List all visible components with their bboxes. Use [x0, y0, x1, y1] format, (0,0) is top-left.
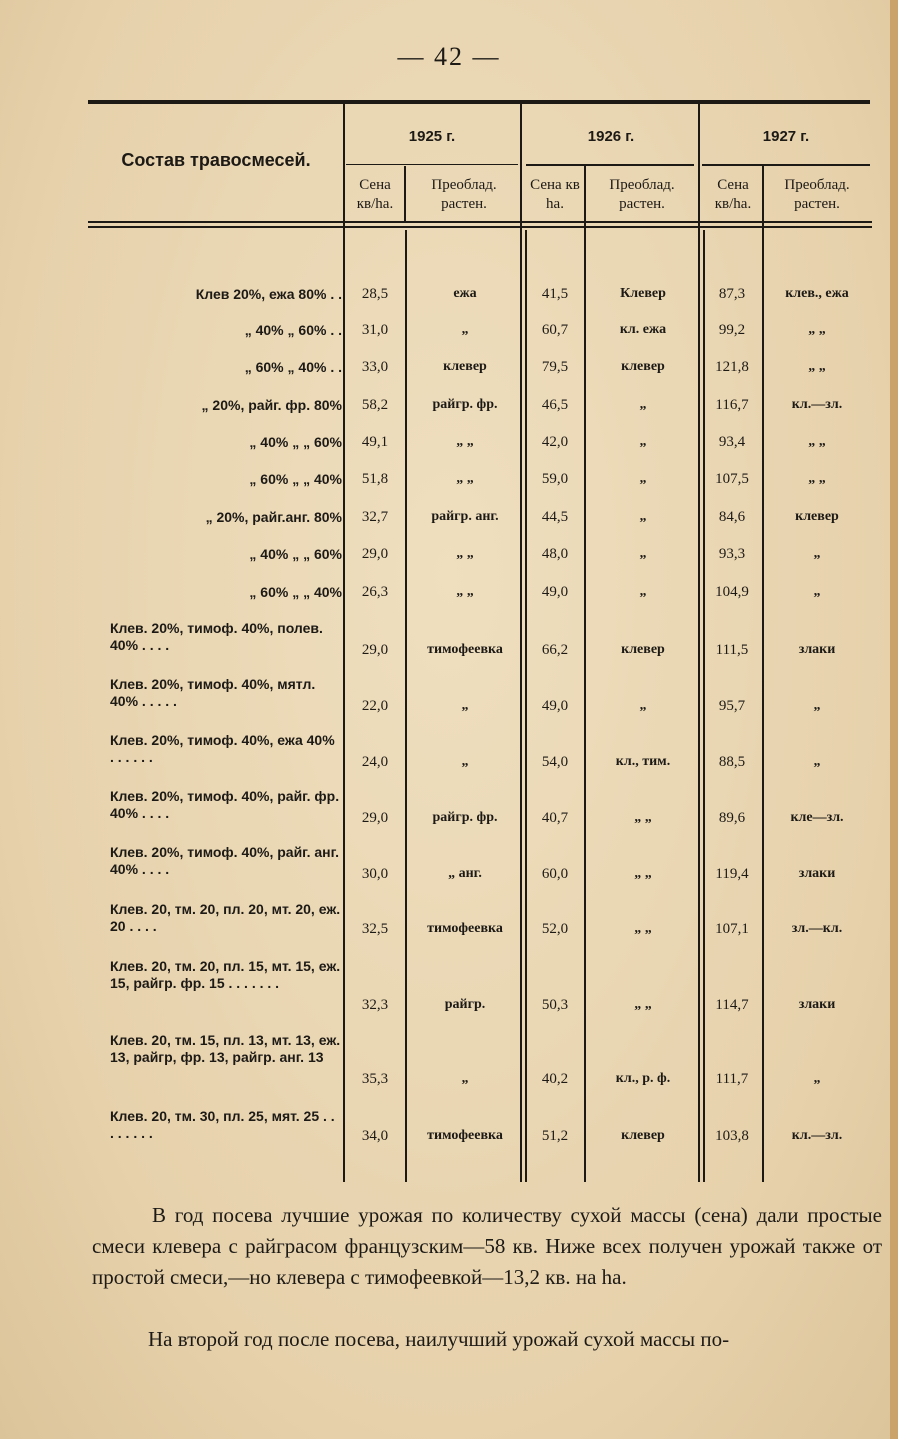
- plant-1927: злаки: [798, 997, 836, 1012]
- plant-1926: кл. ежа: [619, 322, 667, 337]
- plant-1926: „: [639, 546, 647, 561]
- hay-1927: 104,9: [715, 584, 749, 600]
- hay-1926: 54,0: [541, 754, 569, 770]
- plant-1927: кле—зл.: [790, 810, 844, 825]
- plant-1925: „ „: [456, 434, 474, 449]
- hay-1926: 44,5: [541, 509, 569, 525]
- hay-1927: 88,5: [718, 754, 746, 770]
- plant-1926: „: [639, 434, 647, 449]
- hay-1925: 32,5: [361, 921, 389, 937]
- mixture-label: Клев. 20, тм. 30, пл. 25, мят. 25 . . . . . . . .: [110, 1108, 335, 1141]
- year-1927: 1927 г.: [762, 128, 810, 145]
- plant-1926: „ „: [634, 866, 652, 881]
- hay-1925: 30,0: [361, 866, 389, 882]
- hay-1927: 95,7: [718, 698, 746, 714]
- plant-1926: „ „: [634, 997, 652, 1012]
- mixture-label: „ 40% „ „ 60%: [249, 434, 342, 450]
- subheader-hay-1927: Сена кв/hа.: [714, 177, 752, 212]
- plant-1925: райгр. фр.: [432, 397, 498, 412]
- mixture-label: „ 60% „ 40% . .: [244, 359, 342, 375]
- hay-1926: 59,0: [541, 471, 569, 487]
- hay-1925: 33,0: [361, 359, 389, 375]
- plant-1927: клевер: [795, 509, 839, 524]
- hay-1927: 121,8: [715, 359, 749, 375]
- subheader-hay-1926: Сена кв hа.: [530, 177, 580, 212]
- mixture-label: Клев 20%, ежа 80% . .: [195, 286, 342, 302]
- body-paragraph: В год посева лучшие урожая по количеству сухой массы (сена) дали простые смеси клевера с райграсом французским—58 кв. Ниже всех получен урожай также от простой смеси,—но клевера с тимофеевкой—13,2 кв. на hа.: [92, 1203, 882, 1289]
- mixture-label: „ 40% „ „ 60%: [249, 546, 342, 562]
- mixture-label: Клев. 20%, тимоф. 40%, райг. фр. 40% . . . .: [110, 788, 340, 821]
- body-paragraph: На второй год после посева, наилучший урожай сухой массы по-: [148, 1327, 730, 1351]
- header-bottom-rule: [88, 221, 872, 223]
- plant-1926: кл., тим.: [615, 754, 671, 769]
- subheader-plant-1926: Преоблад. растен.: [609, 177, 675, 212]
- plant-1925: „ „: [456, 584, 474, 599]
- hay-1926: 52,0: [541, 921, 569, 937]
- col-line: [343, 104, 345, 1182]
- hay-1926: 48,0: [541, 546, 569, 562]
- hay-1927: 111,5: [715, 642, 749, 658]
- hay-1925: 24,0: [361, 754, 389, 770]
- hay-1925: 22,0: [361, 698, 389, 714]
- plant-1925: „ „: [456, 471, 474, 486]
- hay-1927: 87,3: [718, 286, 746, 302]
- hay-1925: 29,0: [361, 810, 389, 826]
- mixture-label: Клев. 20%, тимоф. 40%, полев. 40% . . . .: [110, 620, 323, 653]
- plant-1926: клевер: [621, 1128, 665, 1143]
- hay-1927: 99,2: [718, 322, 746, 338]
- plant-1925: райгр. анг.: [431, 509, 499, 524]
- plant-1925: тимофеевка: [427, 642, 503, 657]
- plant-1925: „ „: [456, 546, 474, 561]
- hay-1925: 29,0: [361, 546, 389, 562]
- hay-1925: 32,3: [361, 997, 389, 1013]
- plant-1926: „: [639, 509, 647, 524]
- plant-1927: „: [813, 698, 821, 713]
- plant-1926: „: [639, 397, 647, 412]
- plant-1927: кл.—зл.: [791, 397, 843, 412]
- hay-1925: 49,1: [361, 434, 389, 450]
- plant-1926: „: [639, 584, 647, 599]
- plant-1926: „: [639, 698, 647, 713]
- plant-1925: „: [461, 322, 469, 337]
- plant-1926: „: [639, 471, 647, 486]
- year-divider-1927: [702, 164, 870, 166]
- plant-1927: кл.—зл.: [791, 1128, 843, 1143]
- hay-1925: 28,5: [361, 286, 389, 302]
- mixture-label: Клев. 20, тм. 20, пл. 20, мт. 20, еж. 20 . . . .: [110, 901, 341, 934]
- col-line: [584, 166, 586, 1182]
- hay-1927: 107,1: [715, 921, 749, 937]
- plant-1927: „: [813, 1071, 821, 1086]
- plant-1925: „: [461, 754, 469, 769]
- hay-1925: 51,8: [361, 471, 389, 487]
- hay-1925: 32,7: [361, 509, 389, 525]
- plant-1925: ежа: [453, 286, 477, 301]
- subheader-plant-1925: Преоблад. растен.: [431, 177, 497, 212]
- plant-1926: кл., р. ф.: [615, 1071, 671, 1086]
- col-line: [762, 166, 764, 1182]
- year-1925: 1925 г.: [408, 128, 456, 145]
- plant-1926: „ „: [634, 921, 652, 936]
- year-divider-1926: [526, 164, 694, 166]
- plant-1925: тимофеевка: [427, 921, 503, 936]
- plant-1927: „ „: [808, 471, 826, 486]
- plant-1925: райгр. фр.: [432, 810, 498, 825]
- plant-1926: Клевер: [620, 286, 666, 301]
- plant-1927: „ „: [808, 434, 826, 449]
- plant-1926: клевер: [621, 642, 665, 657]
- hay-1927: 111,7: [715, 1071, 749, 1087]
- hay-1926: 40,2: [541, 1071, 569, 1087]
- header-bottom-rule-2: [88, 226, 872, 228]
- plant-1925: тимофеевка: [427, 1128, 503, 1143]
- mixture-label: „ 20%, райг.анг. 80%: [205, 509, 342, 525]
- hay-1926: 41,5: [541, 286, 569, 302]
- hay-1927: 116,7: [715, 397, 749, 413]
- subheader-hay-1925: Сена кв/hа.: [356, 177, 394, 212]
- hay-1925: 58,2: [361, 397, 389, 413]
- hay-1927: 114,7: [715, 997, 749, 1013]
- year-1926: 1926 г.: [587, 128, 635, 145]
- plant-1925: клевер: [443, 359, 487, 374]
- mixture-label: „ 60% „ „ 40%: [249, 471, 342, 487]
- year-divider-1925: [346, 164, 518, 165]
- hay-1925: 35,3: [361, 1071, 389, 1087]
- col-line: [404, 166, 406, 222]
- hay-1927: 93,4: [718, 434, 746, 450]
- hay-1925: 26,3: [361, 584, 389, 600]
- mixture-label: Клев. 20%, тимоф. 40%, райг. анг. 40% . . . .: [110, 844, 339, 877]
- hay-1927: 84,6: [718, 509, 746, 525]
- plant-1927: „ „: [808, 322, 826, 337]
- page-edge: [890, 0, 898, 1439]
- plant-1927: зл.—кл.: [791, 921, 843, 936]
- page-number: — 42 —: [397, 42, 501, 71]
- col-line: [405, 230, 407, 1182]
- plant-1927: клев., ежа: [785, 286, 849, 301]
- plant-1925: „: [461, 698, 469, 713]
- hay-1926: 40,7: [541, 810, 569, 826]
- hay-1926: 66,2: [541, 642, 569, 658]
- hay-1927: 119,4: [715, 866, 749, 882]
- plant-1925: „ анг.: [448, 866, 482, 881]
- hay-1927: 93,3: [718, 546, 746, 562]
- hay-1926: 51,2: [541, 1128, 569, 1144]
- hay-1927: 89,6: [718, 810, 746, 826]
- hay-1926: 60,0: [541, 866, 569, 882]
- hay-1925: 31,0: [361, 322, 389, 338]
- hay-1925: 34,0: [361, 1128, 389, 1144]
- plant-1925: „: [461, 1071, 469, 1086]
- plant-1927: „: [813, 584, 821, 599]
- hay-1926: 49,0: [541, 584, 569, 600]
- hay-1926: 42,0: [541, 434, 569, 450]
- hay-1926: 50,3: [541, 997, 569, 1013]
- plant-1927: „ „: [808, 359, 826, 374]
- hay-1927: 107,5: [715, 471, 749, 487]
- hay-1927: 103,8: [715, 1128, 749, 1144]
- plant-1927: „: [813, 754, 821, 769]
- plant-1927: „: [813, 546, 821, 561]
- plant-1927: злаки: [798, 642, 836, 657]
- subheader-plant-1927: Преоблад. растен.: [784, 177, 850, 212]
- mixture-label: Клев. 20, тм. 15, пл. 13, мт. 13, еж. 13, райгр, фр. 13, райгр. анг. 13: [110, 1032, 341, 1065]
- plant-1927: злаки: [798, 866, 836, 881]
- row-header: Состав травосмесей.: [121, 150, 311, 170]
- mixture-label: Клев. 20%, тимоф. 40%, мятл. 40% . . . . .: [110, 676, 316, 709]
- mixture-label: Клев. 20, тм. 20, пл. 15, мт. 15, еж. 15, райгр. фр. 15 . . . . . . .: [110, 958, 341, 991]
- plant-1926: „ „: [634, 810, 652, 825]
- hay-1926: 49,0: [541, 698, 569, 714]
- mixture-label: „ 20%, райг. фр. 80%: [201, 397, 342, 413]
- mixture-label: „ 40% „ 60% . .: [244, 322, 342, 338]
- hay-1926: 79,5: [541, 359, 569, 375]
- hay-1926: 46,5: [541, 397, 569, 413]
- mixture-label: Клев. 20%, тимоф. 40%, ежа 40% . . . . . .: [110, 732, 335, 765]
- mixture-label: „ 60% „ „ 40%: [249, 584, 342, 600]
- hay-1925: 29,0: [361, 642, 389, 658]
- hay-1926: 60,7: [541, 322, 569, 338]
- plant-1926: клевер: [621, 359, 665, 374]
- plant-1925: райгр.: [444, 997, 486, 1012]
- table-top-rule: [88, 100, 870, 104]
